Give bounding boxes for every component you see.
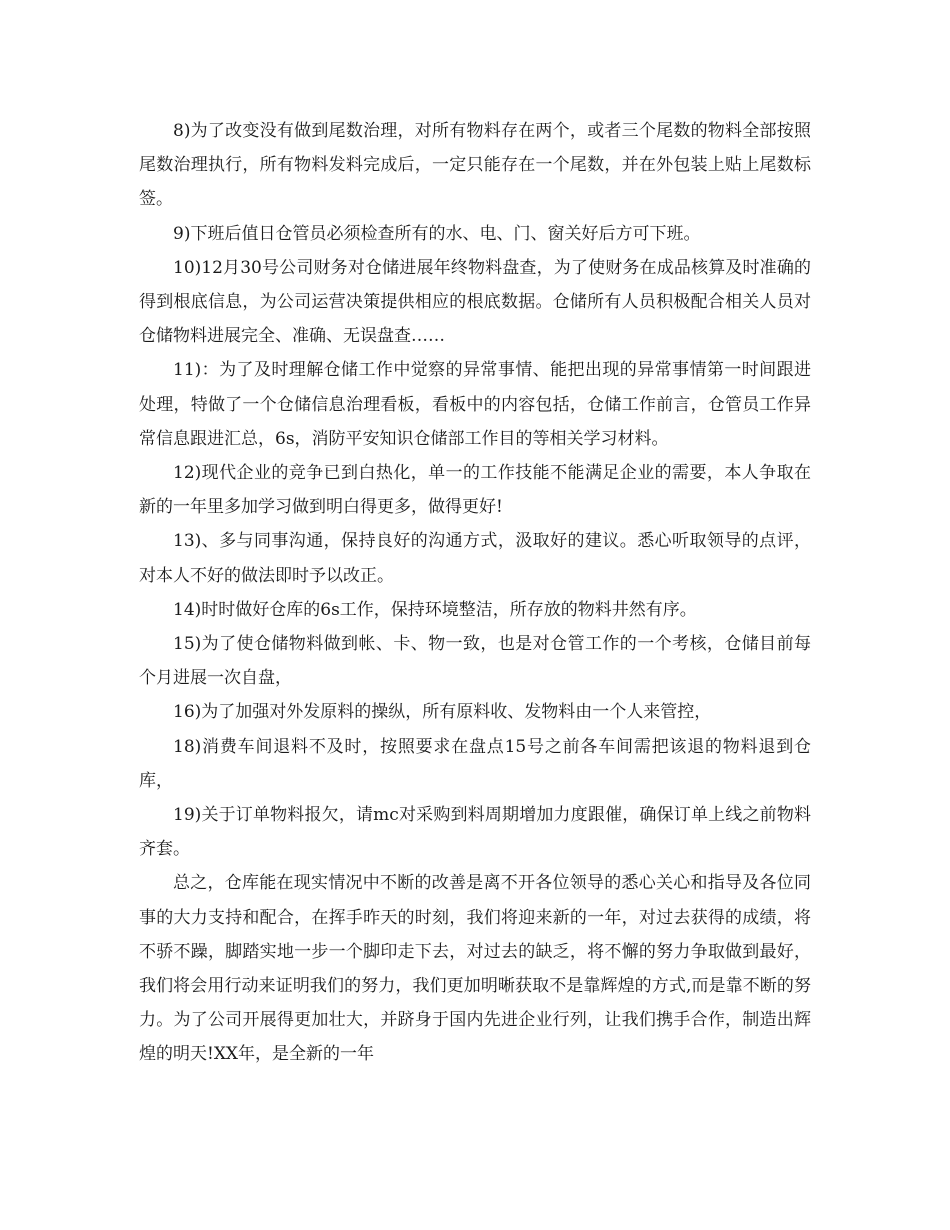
paragraph-item-16: 16)为了加强对外发原料的操纵，所有原料收、发物料由一个人来管控，: [173, 702, 712, 723]
paragraph-item-19: 19)关于订单物料报欠，请mc对采购到料周期增加力度跟催，确保订单上线之前物料齐套。: [139, 805, 811, 860]
paragraph-item-12: 12)现代企业的竞争已到白热化，单一的工作技能不能满足企业的需要，本人争取在新的一年里多加学习做到明白得更多，做得更好!: [139, 463, 811, 518]
paragraph-item-11: 11)：为了及时理解仓储工作中觉察的异常事情、能把出现的异常事情第一时间跟进处理，特做了一个仓储信息治理看板，看板中的内容包括，仓储工作前言，仓管员工作异常信息跟进汇总，6s，消防平安知识仓储部工作目的等相关学习材料。: [139, 360, 811, 449]
paragraph-item-8: 8)为了改变没有做到尾数治理，对所有物料存在两个，或者三个尾数的物料全部按照尾数治理执行，所有物料发料完成后，一定只能存在一个尾数，并在外包装上贴上尾数标签。: [139, 121, 811, 210]
paragraph-item-9: 9)下班后值日仓管员必须检查所有的水、电、门、窗关好后方可下班。: [173, 223, 701, 244]
paragraph-item-15: 15)为了使仓储物料做到帐、卡、物一致，也是对仓管工作的一个考核，仓储目前每个月进展一次自盘，: [139, 634, 811, 689]
paragraph-item-18: 18)消费车间退料不及时，按照要求在盘点15号之前各车间需把该退的物料退到仓库，: [139, 736, 811, 791]
paragraph-conclusion: 总之，仓库能在现实情况中不断的改善是离不开各位领导的悉心关心和指导及各位同事的大力支持和配合，在挥手昨天的时刻，我们将迎来新的一年，对过去获得的成绩，将不骄不躁，脚踏实地一步一个脚印走下去，对过去的缺乏，将不懈的努力争取做到最好，我们将会用行动来证明我们的努力，我们更加明晰获取不是靠辉煌的方式,而是靠不断的努力。为了公司开展得更加壮大，并跻身于国内先进企业行列，让我们携手合作，制造出辉煌的明天!XX年，是全新的一年: [139, 873, 811, 1065]
paragraph-item-14: 14)时时做好仓库的6s工作，保持环境整洁，所存放的物料井然有序。: [173, 599, 697, 620]
paragraph-item-10: 10)12月30号公司财务对仓储进展年终物料盘查，为了使财务在成品核算及时准确的得到根底信息，为公司运营决策提供相应的根底数据。仓储所有人员积极配合相关人员对仓储物料进展完全、准确、无误盘查……: [139, 257, 811, 347]
document-body: [139, 114, 811, 1072]
paragraph-item-13: 13)、多与同事沟通，保持良好的沟通方式，汲取好的建议。悉心听取领导的点评，对本人不好的做法即时予以改正。: [139, 531, 811, 586]
